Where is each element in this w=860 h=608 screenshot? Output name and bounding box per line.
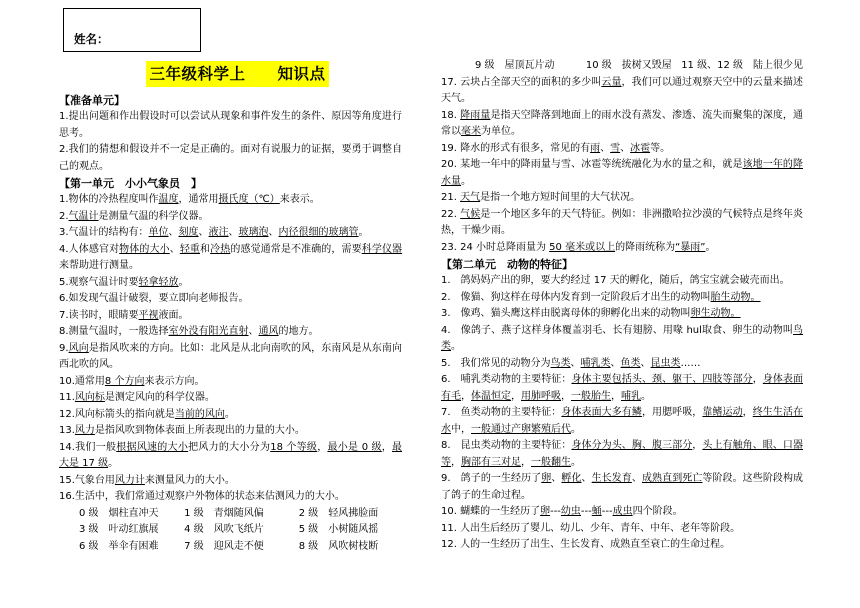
left-column <box>59 92 402 555</box>
wind-scale-row <box>59 522 402 539</box>
unit1-item-11: 11.风向标是测定风向的科学仪器。 <box>59 392 215 403</box>
unit1-item-10: 10.通常用8 个方向来表示方向。 <box>59 375 205 387</box>
unit1-item-2: 2.气温计是测量气温的科学仪器。 <box>59 210 209 222</box>
unit2-item-5: 5. 我们常见的动物分为鸟类、哺乳类、鱼类、昆虫类…… <box>441 357 701 369</box>
unit1-item-15: 15.气象台用风力计来测量风力的大小。 <box>59 474 235 486</box>
unit1-item-4: 4.人体感官对物体的大小、轻重和冷热的感觉通常是不准确的，需要科学仪器来帮助进行测量。 <box>59 243 403 271</box>
unit1-item-18: 18. 降雨量是指天空降落到地面上的雨水没有蒸发、渗透、流失而聚集的深度，通常以毫米为单位。 <box>441 109 804 137</box>
unit1-item-8: 8.测量气温时，一般选择室外没有阳光直射、通风的地方。 <box>59 326 319 337</box>
unit2-item-1: 1. 鸽妈妈产出的卵，要大约经过 17 天的孵化，随后，鸽宝宝就会破壳而出。 <box>441 275 790 286</box>
right-column <box>441 58 803 554</box>
name-label: 姓名： <box>74 32 109 46</box>
unit2-item-2: 2. 像猫、狗这样在母体内发育到一定阶段后才出生的动物叫胎生动物。 <box>441 291 761 303</box>
wind-scale-entry: 1 级 青烟随风偏 <box>184 507 264 519</box>
unit2-item-10: 10. 蝴蝶的一生经历了卵---幼虫---蛹---成虫四个阶段。 <box>441 506 683 517</box>
unit1-item-7: 7.读书时，眼睛要平视液面。 <box>59 309 189 321</box>
wind-scale-entry: 0 级 烟柱直冲天 <box>79 507 159 519</box>
unit2-item-8: 8. 昆虫类动物的主要特征：身体分为头、胸、腹三部分，头上有触角、眼、口器等，胸部有三对足，一般翻生。 <box>441 440 804 468</box>
unit2-item-7: 7. 鱼类动物的主要特征：身体表面大多有鳞，用腮呼吸，靠鳍运动，终生生活在水中，一般通过产卵繁殖后代。 <box>441 407 804 435</box>
unit1-item-17: 17. 云块占全部天空的面积的多少叫云量，我们可以通过观察天空中的云量来描述天气。 <box>441 76 803 104</box>
wind-scale-entry: 2 级 轻风拂脸面 <box>298 507 379 519</box>
prep-item-2: 2.我们的猜想和假设并不一定是正确的。面对有说服力的证据，要勇于调整自己的观点。 <box>59 144 402 172</box>
wind-scale-entry: 10 级 拔树又毁屋 <box>585 60 672 71</box>
unit1-item-13: 13.风力是指风吹到物体表面上所表现出的力量的大小。 <box>59 425 305 436</box>
unit2-item-4: 4. 像鸽子、燕子这样身体覆盖羽毛、长有翅膀、用喙 hul取食、卵生的动物叫鸟类。 <box>441 324 803 352</box>
unit1-item-22: 22. 气候是一个地区多年的天气特征。例如：非洲撒哈拉沙漠的气候特点是终年炎热，干燥少雨。 <box>441 208 803 236</box>
unit1-item-16: 16.生活中，我们常通过观察户外物体的状态来估测风力的大小。 <box>59 491 345 502</box>
unit1-item-23: 23. 24 小时总降雨量为 50 毫米或以上的降雨统称为“暴雨”。 <box>441 241 716 253</box>
unit1-item-21: 21. 天气是指一个地方短时间里的大气状况。 <box>441 192 641 203</box>
unit2-item-12: 12. 人的一生经历了出生、生长发育、成熟直至衰亡的生命过程。 <box>441 539 731 550</box>
unit1-item-1: 1.物体的冷热程度叫作温度，通常用摄氏度（℃）来表示。 <box>59 194 320 205</box>
wind-scale-entry: 8 级 风吹树枝断 <box>298 540 379 552</box>
unit1-item-6: 6.如发现气温计破裂，要立即向老师报告。 <box>59 293 249 304</box>
unit1-item-19: 19. 降水的形式有很多，常见的有雨、雪、冰雹等。 <box>441 142 671 154</box>
unit2-item-6: 6. 哺乳类动物的主要特征：身体主要包括头、颈、躯干、四肢等部分，身体表面有毛，体温恒定，用肺呼吸，一般胎生，哺乳。 <box>441 374 804 402</box>
unit1-item-14: 14.我们一般根据风速的大小把风力的大小分为18 个等级，最小是 0 级，最大是 17 级。 <box>59 441 403 469</box>
wind-scale-entry: 3 级 叶动红旗展 <box>79 524 159 535</box>
section-heading-unit2: 【第二单元 动物的特征】 <box>441 258 573 271</box>
section-heading-unit1: 【第一单元 小小气象员 】 <box>59 177 202 190</box>
wind-scale-row <box>59 539 402 556</box>
wind-scale-row <box>441 58 803 75</box>
unit2-item-11: 11. 人出生后经历了婴儿、幼儿、少年、青年、中年、老年等阶段。 <box>441 522 741 534</box>
wind-scale-entry: 4 级 风吹飞纸片 <box>184 524 264 535</box>
unit1-item-5: 5.观察气温计时要轻拿轻放。 <box>59 276 189 288</box>
section-heading-prep: 【准备单元】 <box>59 94 125 107</box>
unit1-item-20: 20. 某地一年中的降雨量与雪、冰雹等统统融化为水的量之和，就是该地一年的降水量。 <box>441 159 803 187</box>
wind-scale-entry: 9 级 屋顶瓦片动 <box>475 60 555 71</box>
name-box <box>63 8 201 52</box>
wind-scale-entry: 6 级 举伞有困难 <box>79 540 159 552</box>
unit1-item-3: 3.气温计的结构有：单位、刻度、液注、玻璃泡、内径很细的玻璃管。 <box>59 227 369 238</box>
wind-scale-entry: 5 级 小树随风摇 <box>298 524 379 535</box>
wind-scale-entry: 11 级、12 级 陆上很少见 <box>681 60 803 71</box>
unit1-item-9: 9.风向是指风吹来的方向。比如：北风是从北向南吹的风，东南风是从东南向西北吹的风。 <box>59 342 403 370</box>
unit1-item-12: 12.风向标箭头的指向就是当前的风向。 <box>59 408 235 420</box>
unit2-item-3: 3. 像鸡、猫头鹰这样由脱离母体的卵孵化出来的动物叫卵生动物。 <box>441 308 741 319</box>
unit2-item-9: 9. 鸽子的一生经历了卵、孵化、生长发育、成熟直到死亡等阶段。这些阶段构成了鸽子的生命过程。 <box>441 473 804 501</box>
prep-item-1: 1.提出问题和作出假设时可以尝试从现象和事件发生的条件、原因等角度进行思考。 <box>59 111 402 139</box>
wind-scale-entry: 7 级 迎风走不便 <box>184 540 264 552</box>
wind-scale-row <box>59 506 402 523</box>
page-title: 三年级科学上 知识点 <box>146 61 329 87</box>
